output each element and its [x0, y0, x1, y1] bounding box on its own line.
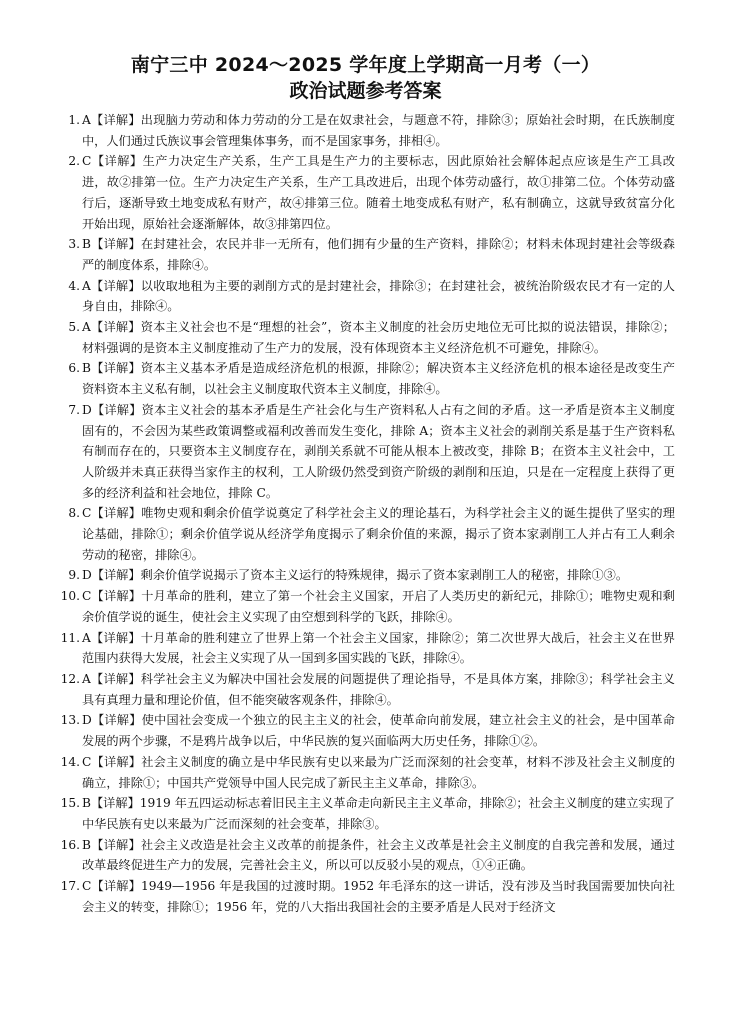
answer-number: 7.: [68, 402, 80, 417]
answer-item: [56, 628, 675, 669]
answer-text: D【详解】使中国社会变成一个独立的民主主义的社会，使革命向前发展，建立社会主义的社会，是中国革命发展的两个步骤，不是鸦片战争以后，中华民族的复兴面临两大历史任务，排除①②。: [82, 713, 675, 749]
answer-text: C【详解】生产力决定生产关系，生产工具是生产力的主要标志，因此原始社会解体起点应该是生产工具改进，故②排第一位。生产力决定生产关系，生产工具改进后，出现个体劳动盛行，故①排第二位。个体劳动盛行后，逐渐导致土地变成私有财产，故④排第三位。随着土地变成私有财产，私有制确立，这就导致贫富分化开始出现，原始社会逐渐解体，故③排第四位。: [82, 154, 675, 231]
answer-text: C【详解】社会主义制度的确立是中华民族有史以来最为广泛而深刻的社会变革，材料不涉及社会主义制度的确立，排除①；中国共产党领导中国人民完成了新民主主义革命，排除③。: [82, 754, 675, 790]
answer-number: 11.: [60, 630, 80, 645]
answer-item: [56, 317, 675, 358]
answer-item: [56, 835, 675, 876]
answer-text: A【详解】科学社会主义为解决中国社会发展的问题提供了理论指导，不是具体方案，排除③；科学社会主义具有真理力量和理论价值，但不能突破客观条件，排除④。: [82, 671, 675, 707]
answer-text: D【详解】剩余价值学说揭示了资本主义运行的特殊规律，揭示了资本家剥削工人的秘密，排除①③。: [82, 568, 629, 583]
answer-number: 10.: [60, 589, 80, 604]
answer-item: [56, 400, 675, 504]
answer-number: 3.: [68, 237, 80, 252]
answer-number: 13.: [60, 713, 80, 728]
answer-item: [56, 565, 675, 586]
answer-item: [56, 151, 675, 234]
answer-text: C【详解】十月革命的胜利，建立了第一个社会主义国家，开启了人类历史的新纪元，排除①；唯物史观和剩余价值学说的诞生，使社会主义实现了由空想到科学的飞跃，排除④。: [82, 589, 675, 624]
answer-number: 16.: [60, 837, 80, 852]
answer-text: A【详解】出现脑力劳动和体力劳动的分工是在奴隶社会，与题意不符，排除③；原始社会时期，在氏族制度中，人们通过氏族议事会管理集体事务，而不是国家事务，排相④。: [82, 113, 675, 148]
answer-item: [56, 752, 675, 793]
answer-item: [56, 503, 675, 565]
answer-text: B【详解】社会主义改造是社会主义改革的前提条件，社会主义改革是社会主义制度的自我完善和发展，通过改革最终促进生产力的发展，完善社会主义，所以可以反驳小吴的观点，①④正确。: [82, 837, 675, 873]
answer-item: [56, 234, 675, 275]
answer-item: [56, 876, 675, 917]
answer-item: [56, 276, 675, 317]
answer-text: B【详解】资本主义基本矛盾是造成经济危机的根源，排除②；解决资本主义经济危机的根本途径是改变生产资料资本主义私有制，以社会主义制度取代资本主义制度，排除④。: [82, 361, 675, 397]
answer-number: 2.: [68, 154, 80, 169]
answer-number: 12.: [60, 671, 80, 686]
answer-number: 15.: [60, 796, 80, 811]
answer-item: [56, 793, 675, 834]
answer-text: B【详解】1919 年五四运动标志着旧民主主义革命走向新民主主义革命，排除②；社会主义制度的建立实现了中华民族有史以来最为广泛而深刻的社会变革，排除③。: [82, 796, 675, 831]
answer-text: D【详解】资本主义社会的基本矛盾是生产社会化与生产资料私人占有之间的矛盾。这一矛盾是资本主义制度固有的，不会因为某些政策调整或福利改善而发生变化，排除 A；资本主义社会的剥削关系是基于生产资料私有制而存在的，只要资本主义制度存在，剥削关系就不可能从根本上被改变，排除 B；在资本主义社会中，工人阶级并未真正获得当家作主的权利，工人阶级仍然受到资产阶级的剥削和压迫，只是在一定程度上获得了更多的经济利益和社会地位，排除 C。: [82, 402, 675, 500]
answer-text: C【详解】1949—1956 年是我国的过渡时期。1952 年毛泽东的这一讲话，没有涉及当时我国需要加快向社会主义的转变，排除①；1956 年，党的八大指出我国社会的主要矛盾是人民对于经济文: [82, 879, 675, 914]
answer-number: 5.: [68, 320, 80, 335]
answer-number: 9.: [68, 568, 80, 583]
answer-number: 14.: [60, 754, 80, 769]
answer-number: 6.: [68, 361, 80, 376]
answer-text: A【详解】资本主义社会也不是“理想的社会”，资本主义制度的社会历史地位无可比拟的说法错误，排除②；材料强调的是资本主义制度推动了生产力的发展，没有体现资本主义经济危机不可避免，排除④。: [82, 320, 675, 355]
answer-item: [56, 710, 675, 751]
answer-number: 1.: [68, 113, 80, 127]
answer-text: B【详解】在封建社会，农民并非一无所有，他们拥有少量的生产资料，排除②；材料未体现封建社会等级森严的制度体系，排除④。: [82, 237, 675, 272]
answer-item: [56, 586, 675, 627]
document-header: [56, 52, 675, 104]
answer-item: [56, 110, 675, 151]
exam-title: 南宁三中 2024～2025 学年度上学期高一月考（一）: [130, 54, 601, 76]
answer-text: C【详解】唯物史观和剩余价值学说奠定了科学社会主义的理论基石，为科学社会主义的诞生提供了坚实的理论基础，排除①；剩余价值学说从经济学角度揭示了剩余价值的来源，揭示了资本家剥削工人并占有工人剩余劳动的秘密，排除④。: [82, 506, 675, 562]
answer-list: [56, 110, 675, 917]
answer-number: 8.: [68, 506, 80, 521]
answer-text: A【详解】十月革命的胜利建立了世界上第一个社会主义国家，排除②；第二次世界大战后，社会主义在世界范围内获得大发展，社会主义实现了从一国到多国实践的飞跃，排除④。: [82, 630, 675, 666]
answer-text: A【详解】以收取地租为主要的剥削方式的是封建社会，排除③；在封建社会，被统治阶级农民才有一定的人身自由，排除④。: [82, 278, 675, 314]
answer-number: 17.: [60, 879, 80, 894]
answer-item: [56, 669, 675, 710]
answer-item: [56, 358, 675, 399]
answer-number: 4.: [68, 278, 80, 293]
answer-key-title: 政治试题参考答案: [289, 80, 442, 102]
